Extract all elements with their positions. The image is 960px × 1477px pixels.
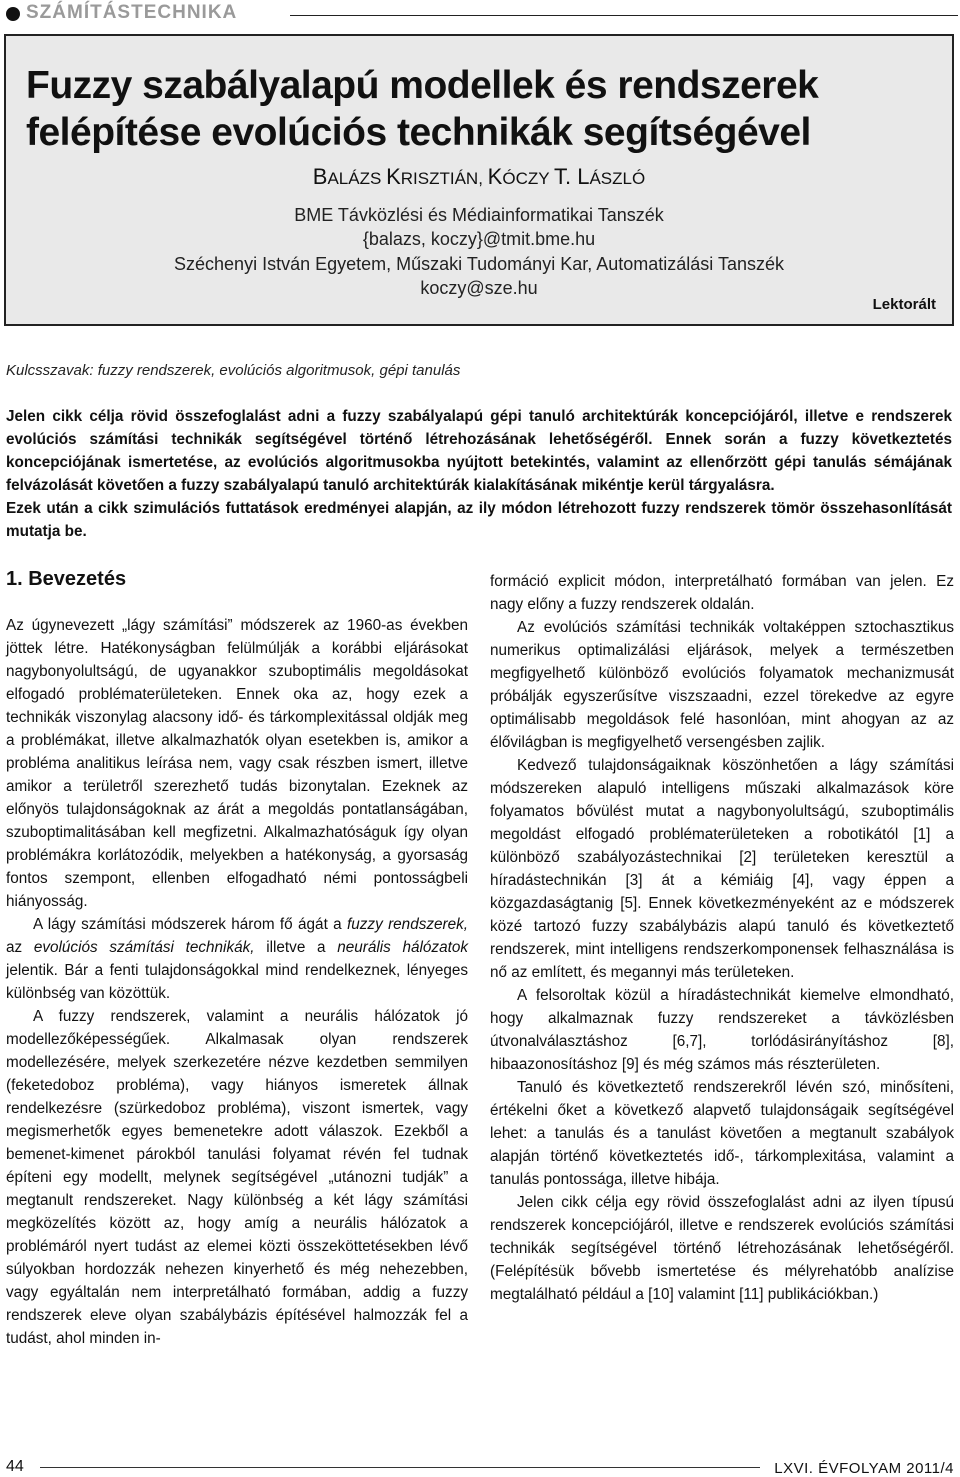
author-part: RISZTIÁN, — [400, 169, 488, 188]
journal-issue: LXVI. ÉVFOLYAM 2011/4 — [774, 1460, 954, 1477]
paragraph: Jelen cikk célja egy rövid összefoglalást adni az ilyen típusú rendszerek koncepciójáról, illetve e rendszerek evolúciós számítási technikák segítségével történő létrehozásának lehetőségéről. (Felépítésük bővebb ismertetése és mélyrehatóbb analízise megtalálható például a [10] valamint [11] publikációkban.) — [490, 1194, 954, 1303]
page-number: 44 — [6, 1458, 24, 1475]
text-run: jelentik. Bár a fenti tulajdonságokkal mind rendelkeznek, lényeges különbség van közöttük. — [6, 962, 468, 1002]
authors — [6, 164, 952, 190]
paragraph: Kedvező tulajdonságaiknak köszönhetően a lágy számítási módszereken alapuló intelligens műszaki alkalmazások köre folyamatos bővülést mutat a nagybonyolultságú, szuboptimális megoldást elfogadó problématerületeken a robotikától [1] a különböző szabályozástechnikai [2] területeken keresztül a híradástechnikán [3] át a kémiáig [4], vagy éppen a közgazdaságtanig [5]. Ennek következményeként az e módszerek közé tartozó fuzzy szabálybázis alapú tanuló és következtető rendszerek, mint intelligens rendszerkomponensek felhasználása is nő az említett, és megannyi más területeken. — [490, 757, 954, 981]
emphasis: evolúciós számítási technikák, — [33, 939, 255, 956]
footer-rule — [40, 1467, 760, 1468]
author-part: ALÁZS — [327, 169, 387, 188]
affiliation-1: BME Távközlési és Médiainformatikai Tanszék — [294, 205, 664, 225]
author-part: T. — [553, 164, 578, 189]
paragraph: A felsoroltak közül a híradástechnikát kiemelve elmondható, hogy alkalmaznak fuzzy rendszereket a távközlésben útvonalválasztáshoz [6,7], torlódásirányításhoz [8], hibaazonosításhoz [9] és még számos más részterületen. — [490, 987, 954, 1073]
abstract-paragraph: Ezek után a cikk szimulációs futtatások eredményei alapján, az ily módon létrehozott fuzzy rendszerek tömör összehasonlítását mutatja be. — [6, 500, 952, 540]
left-column — [6, 614, 468, 1350]
author-part: K — [487, 164, 503, 189]
text-run: illetve a — [254, 939, 338, 956]
text-run: az — [6, 939, 34, 956]
affiliation-2: Széchenyi István Egyetem, Műszaki Tudományi Kar, Automatizálási Tanszék — [174, 254, 784, 274]
title-line-1: Fuzzy szabályalapú modellek és rendszerek — [26, 64, 819, 107]
paragraph: formáció explicit módon, interpretálható formában van jelen. Ez nagy előny a fuzzy rendszerek oldalán. — [490, 573, 954, 613]
paragraph: Az úgynevezett „lágy számítási” módszerek az 1960-as években jöttek létre. Hatékonyságban felülmúlják a korábbi eljárásokat nagybonyolultságú, de ugyanakkor szuboptimális megoldásokat elfogadó problématerületeken. Ennek oka az, hogy ezek a technikák viszonylag alacsony idő- és tárkomplexitással oldják meg a problémákat, illetve alkalmazhatók olyan esetekben is, amikor a probléma analitikus leírása nem, vagy csak részben ismert, illetve amikor a területről szerezhető tudás bizonytalan. Ezeknek az előnyös tulajdonságoknak az árát a megoldás pontatlanságában, szuboptimalitásában kell megfizetni. Alkalmazhatóságuk így olyan problémákra korlátozódik, melyekben a hatékonyság, a gyorsaság fontos szempont, ellenben elfogadható némi pontosságbeli hiányosság. — [6, 617, 468, 910]
paragraph — [6, 913, 468, 1005]
paragraph: Az evolúciós számítási technikák voltaképpen sztochasztikus numerikus optimalizálási eljárások, melyek a természetben megfigyelhető különböző evolúciós folyamatok mechanizmusát próbálják egyszerűsítve viszszaadni, ezzel törekedve az egyre optimálisabb megoldások felé hasonlóan, mint ahogyan az az élővilágban is megfigyelhető versengésben zajlik. — [490, 619, 954, 751]
author-part: B — [312, 164, 328, 189]
title-box — [4, 34, 954, 326]
abstract-paragraph: Jelen cikk célja rövid összefoglalást adni a fuzzy szabályalapú gépi tanuló architektúrák koncepciójáról, illetve e rendszerek evolúciós számítási technikák segítségével történő létrehozásának lehetőségéről. Ennek során a fuzzy következtetés koncepciójának ismertetése, az evolúciós algoritmusokba nyújtott betekintés, valamint az ellenőrzött gépi tanulás sémájának felvázolását követően a fuzzy szabályalapú tanuló architektúrák kialakításának mikéntje kerül tárgyalásra. — [6, 408, 952, 494]
section-label: SZÁMÍTÁSTECHNIKA — [26, 2, 238, 23]
section-bullet-icon — [6, 7, 20, 21]
section-header — [0, 0, 960, 30]
author-part: L — [577, 164, 590, 189]
author-part: ÓCZY — [502, 169, 554, 188]
emphasis: neurális hálózatok — [337, 939, 468, 956]
author-part: K — [386, 164, 401, 189]
paragraph: Tanuló és következtető rendszerekről lévén szó, minősíteni, értékelni őket a következő alapvető tulajdonságaik segítségével lehet: a tanulás és a tanulást követően a megtanult szabályok alapján történő következtetés idő-, tárkomplexitása, valamint a tanulás pontossága, illetve hibája. — [490, 1079, 954, 1188]
article-title — [26, 62, 946, 156]
abstract — [6, 405, 952, 543]
author-part: ÁSZLÓ — [589, 169, 646, 188]
right-column — [490, 570, 954, 1306]
section-heading: 1. Bevezetés — [6, 568, 127, 590]
email-1: {balazs, koczy}@tmit.bme.hu — [362, 229, 596, 249]
paragraph: A fuzzy rendszerek, valamint a neurális hálózatok jó modellezőképességűek. Alkalmasak olyan rendszerek modellezésére, melyek szerkezetére nézve kezdetben semmilyen (feketedoboz probléma), vagy hiányos ismeretek állnak rendelkezésre (szürkedoboz probléma), viszont ismertek, vagy megismerhetők egyes bemenetekre adott válaszok. Ezekből a bemenet-kimenet párokból tanulási folyamat révén fel tudnak építeni egy modellt, melynek segítségével „utánozni tudják” a megtanult rendszereket. Nagy különbség a két lágy számítási megközelítés között az, hogy amíg a neurális hálózatok a problémáról nyert tudást az elemei közti összeköttetésekben lévő súlyokban hordozzák nehezen kinyerhető és még nehezebben, vagy egyáltalán nem interpretálható formában, addig a fuzzy rendszerek eleve olyan szabálybázis építésével halmozzák fel a tudást, ahol minden in- — [6, 1008, 468, 1347]
reviewed-label: Lektorált — [872, 296, 936, 313]
section-rule — [290, 15, 958, 16]
emphasis: fuzzy rendszerek, — [347, 916, 469, 933]
keywords: Kulcsszavak: fuzzy rendszerek, evolúciós algoritmusok, gépi tanulás — [6, 362, 461, 379]
title-line-2: felépítése evolúciós technikák segítségével — [26, 111, 811, 154]
text-run: A lágy számítási módszerek három fő ágát a — [33, 916, 348, 933]
email-2: koczy@sze.hu — [420, 278, 538, 298]
